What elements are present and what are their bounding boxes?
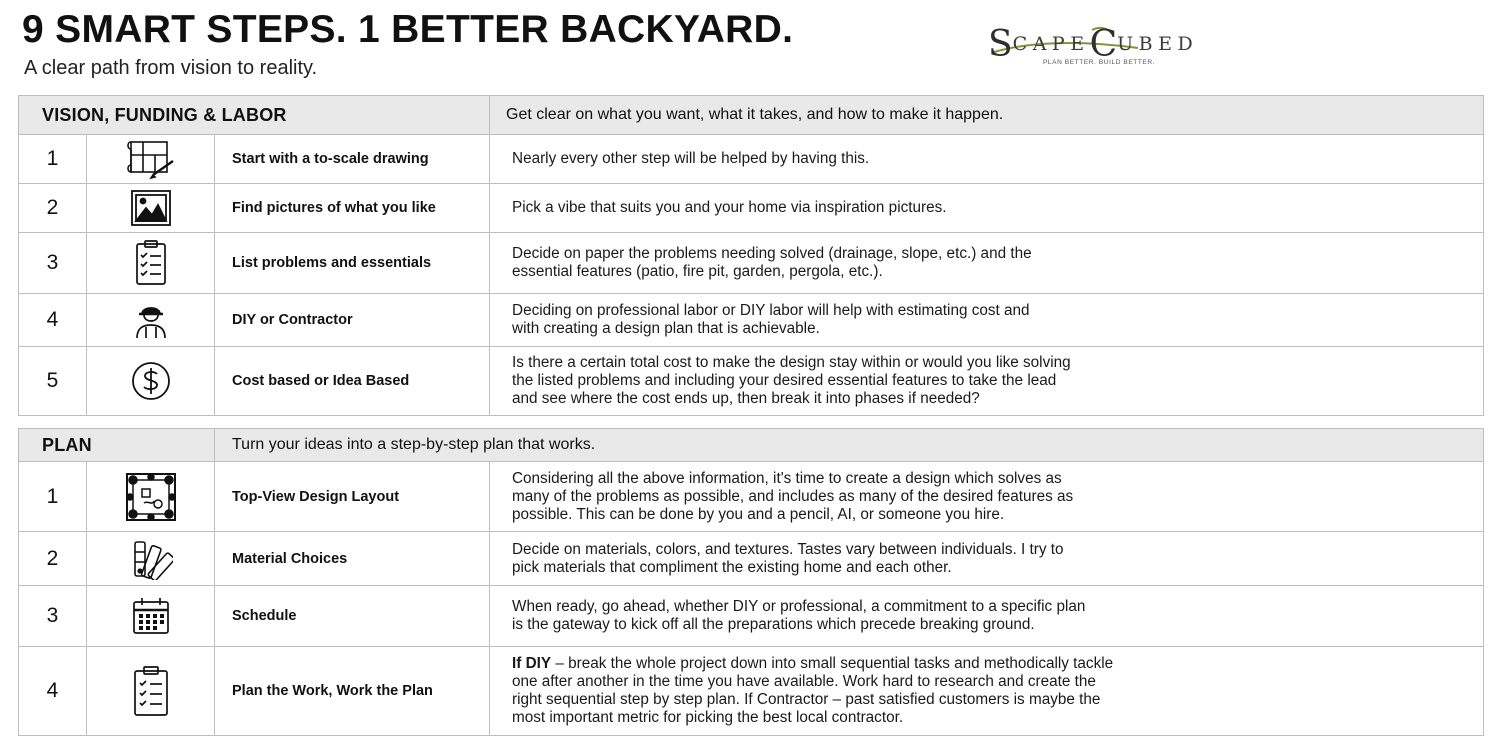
description-body: – break the whole project down into small sequential tasks and methodically tackle one after another in the time you have available. Work hard to research and create the right sequential step by step plan. If Contractor – past satisfied customers is maybe the most important metric for picking the best local contractor. [512, 655, 1114, 726]
step-number: 1 [19, 462, 87, 532]
step-label: DIY or Contractor [215, 294, 490, 347]
description-lead: If DIY [512, 655, 552, 672]
step-number: 3 [19, 233, 87, 294]
task-clipboard-icon [87, 647, 215, 736]
step-description: Considering all the above information, it's time to create a design which solves as many of the problems as possible, and includes as many of the desired features as possible. This can be done by you and a pencil, AI, or someone you hire. [490, 462, 1484, 532]
top-view-layout-icon [87, 462, 215, 532]
scapecubed-logo [988, 18, 1199, 72]
step-number: 4 [19, 294, 87, 347]
section-description: Turn your ideas into a step-by-step plan that works. [215, 429, 1484, 462]
blueprint-pencil-icon [87, 135, 215, 184]
step-description: Decide on materials, colors, and textures. Tastes vary between individuals. I try to pick materials that compliment the existing home and each other. [490, 532, 1484, 586]
logo-wordmark: SCAPECUBED [988, 24, 1199, 65]
section-header [19, 96, 1484, 135]
page-title: 9 SMART STEPS. 1 BETTER BACKYARD. [22, 8, 794, 51]
step-row [19, 347, 1484, 416]
step-row [19, 586, 1484, 647]
section-header [19, 429, 1484, 462]
step-label: Find pictures of what you like [215, 184, 490, 233]
step-number: 1 [19, 135, 87, 184]
step-label: Plan the Work, Work the Plan [215, 647, 490, 736]
hardhat-worker-icon [87, 294, 215, 347]
page-subtitle: A clear path from vision to reality. [24, 57, 318, 79]
step-description [490, 647, 1484, 736]
step-number: 2 [19, 184, 87, 233]
step-row [19, 233, 1484, 294]
step-label: Material Choices [215, 532, 490, 586]
step-row [19, 532, 1484, 586]
dollar-circle-icon [87, 347, 215, 416]
step-row [19, 294, 1484, 347]
step-label: List problems and essentials [215, 233, 490, 294]
step-description: Is there a certain total cost to make the design stay within or would you like solving the listed problems and including your desired essential features to take the lead and see where the cost ends up, then break it into phases if needed? [490, 347, 1484, 416]
step-description: Pick a vibe that suits you and your home via inspiration pictures. [490, 184, 1484, 233]
plan-table [18, 428, 1484, 736]
section-description: Get clear on what you want, what it takes, and how to make it happen. [490, 96, 1484, 135]
checklist-clipboard-icon [87, 233, 215, 294]
step-description: Decide on paper the problems needing solved (drainage, slope, etc.) and the essential features (patio, fire pit, garden, pergola, etc.). [490, 233, 1484, 294]
step-row [19, 135, 1484, 184]
step-row [19, 462, 1484, 532]
section-title: PLAN [19, 429, 215, 462]
vision-funding-labor-table [18, 95, 1484, 416]
step-row [19, 184, 1484, 233]
logo-tagline: PLAN BETTER. BUILD BETTER. [1043, 59, 1156, 66]
step-number: 2 [19, 532, 87, 586]
picture-frame-icon [87, 184, 215, 233]
step-label: Schedule [215, 586, 490, 647]
step-number: 3 [19, 586, 87, 647]
step-description: Deciding on professional labor or DIY labor will help with estimating cost and with creating a design plan that is achievable. [490, 294, 1484, 347]
step-description: When ready, go ahead, whether DIY or professional, a commitment to a specific plan is the gateway to kick off all the preparations which precede breaking ground. [490, 586, 1484, 647]
step-number: 5 [19, 347, 87, 416]
step-label: Cost based or Idea Based [215, 347, 490, 416]
step-number: 4 [19, 647, 87, 736]
section-title: VISION, FUNDING & LABOR [19, 96, 490, 135]
step-description: Nearly every other step will be helped by having this. [490, 135, 1484, 184]
step-label: Start with a to-scale drawing [215, 135, 490, 184]
calendar-icon [87, 586, 215, 647]
swatch-fan-icon [87, 532, 215, 586]
step-row [19, 647, 1484, 736]
step-label: Top-View Design Layout [215, 462, 490, 532]
